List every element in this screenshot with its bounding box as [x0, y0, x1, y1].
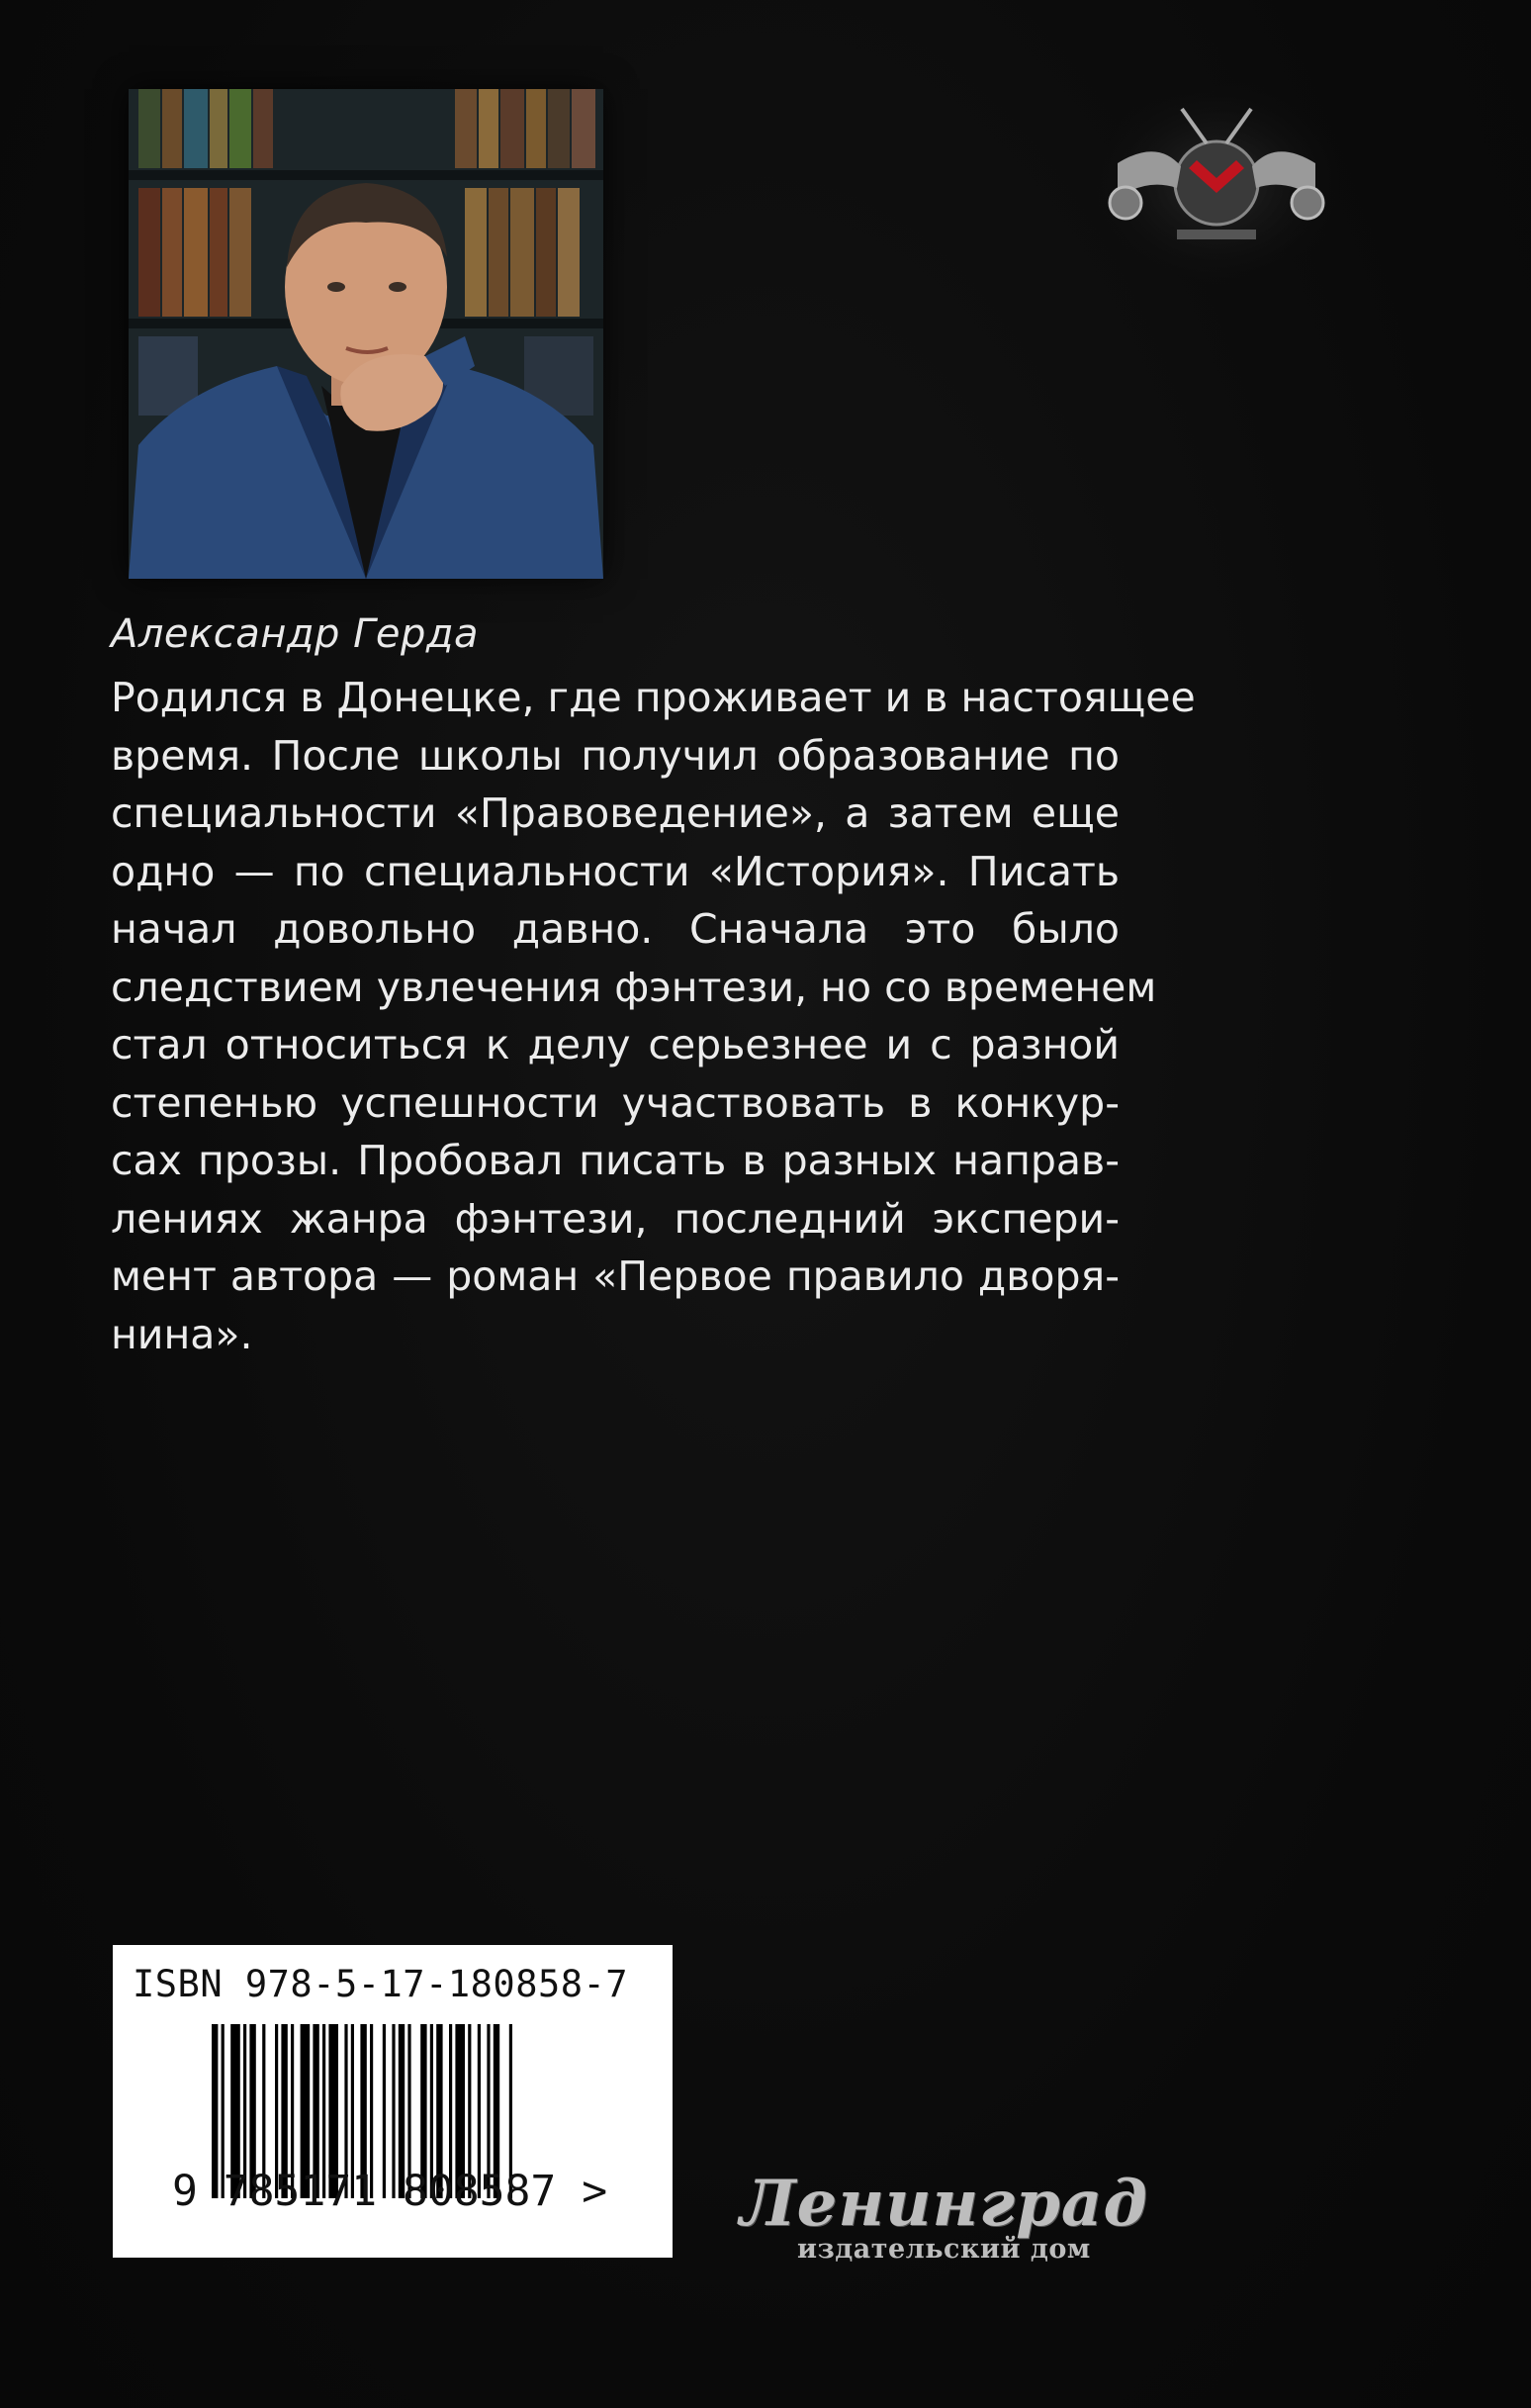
publisher-subtitle: издательский дом [797, 2234, 1091, 2265]
series-emblem [1078, 69, 1355, 307]
ean-digits: 9 785171 808587 > [172, 2167, 608, 2216]
bio-line: стал относиться к делу серьезнее и с разной [111, 1021, 1120, 1068]
bio-line: одно — по специальности «История». Писать [111, 847, 1120, 895]
bio-line: степенью успешности участвовать в конкур- [111, 1078, 1120, 1127]
publisher-name: Ленинград [740, 2167, 1148, 2241]
author-bio [111, 669, 1196, 1363]
bio-line: время. После школы получил образование по [111, 731, 1120, 780]
bio-line: Родился в Донецке, где проживает и в настоящее [111, 674, 1196, 721]
bio-line: следствием увлечения фэнтези, но со временем [111, 963, 1157, 1011]
bio-line: сах прозы. Пробовал писать в разных направ- [111, 1137, 1120, 1184]
publisher-logo [740, 2167, 1148, 2273]
isbn-barcode [113, 1945, 673, 2258]
bio-line: мент автора — роман «Первое правило дворя- [111, 1252, 1120, 1300]
bio-line: начал довольно давно. Сначала это было [111, 905, 1120, 953]
bio-line: нина». [111, 1310, 253, 1358]
author-name: Александр Герда [111, 611, 480, 657]
bio-line: лениях жанра фэнтези, последний экспери- [111, 1194, 1120, 1243]
bio-line: специальности «Правоведение», а затем еще [111, 789, 1120, 837]
isbn-number: ISBN 978-5-17-180858-7 [133, 1963, 629, 2005]
author-photo [129, 89, 603, 579]
